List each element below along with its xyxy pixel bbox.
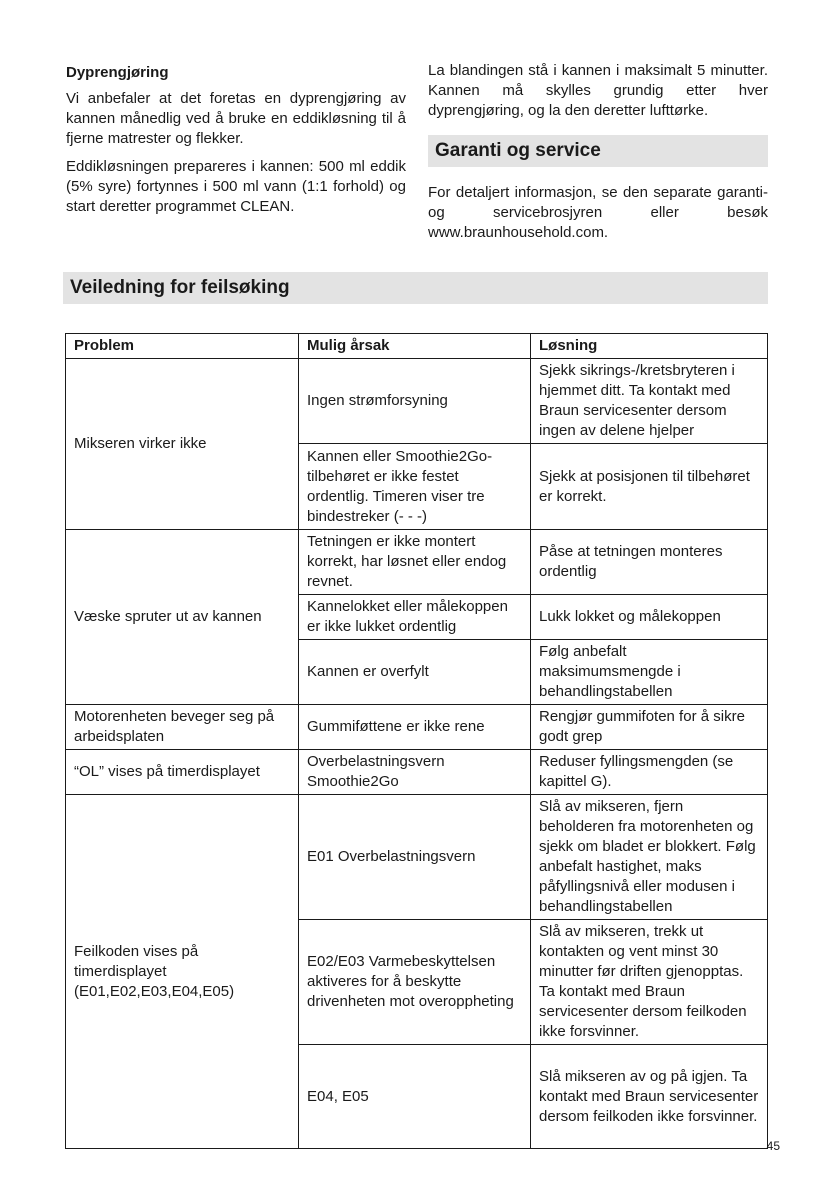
- warranty-section-title: Garanti og service: [428, 135, 768, 167]
- header-cause: Mulig årsak: [299, 334, 531, 359]
- cause-cell: E04, E05: [299, 1045, 531, 1149]
- table-row: [66, 795, 768, 920]
- cause-cell: Gummiføttene er ikke rene: [299, 705, 531, 750]
- table-row: [66, 705, 768, 750]
- header-problem: Problem: [66, 334, 299, 359]
- deep-cleaning-paragraph-2: Eddikløsningen prepareres i kannen: 500 ml eddik (5% syre) fortynnes i 500 ml vann (1:1 forhold) og start deretter programmet CLEAN.: [66, 158, 406, 215]
- solution-cell: Lukk lokket og målekoppen: [531, 595, 768, 640]
- cause-cell: Kannelokket eller målekoppen er ikke lukket ordentlig: [299, 595, 531, 640]
- solution-cell: Sjekk at posisjonen til tilbehøret er korrekt.: [531, 444, 768, 530]
- table-row: [66, 530, 768, 595]
- problem-cell: Feilkoden vises på timerdisplayet (E01,E02,E03,E04,E05): [66, 795, 299, 1149]
- solution-cell: Påse at tetningen monteres ordentlig: [531, 530, 768, 595]
- troubleshooting-table: [65, 333, 768, 1149]
- header-solution: Løsning: [531, 334, 768, 359]
- solution-cell: Slå mikseren av og på igjen. Ta kontakt med Braun servicesenter dersom feilkoden ikke forsvinner.: [531, 1045, 768, 1149]
- solution-cell: Rengjør gummifoten for å sikre godt grep: [531, 705, 768, 750]
- deep-cleaning-paragraph-1: Vi anbefaler at det foretas en dyprengjøring av kannen månedlig ved å bruke en eddikløsning til å fjerne matrester og flekker.: [66, 90, 406, 147]
- problem-cell: Væske spruter ut av kannen: [66, 530, 299, 705]
- cause-cell: Tetningen er ikke montert korrekt, har løsnet eller endog revnet.: [299, 530, 531, 595]
- page-number: 45: [766, 1139, 780, 1153]
- cause-cell: Overbelastningsvern Smoothie2Go: [299, 750, 531, 795]
- cause-cell: Kannen er overfylt: [299, 640, 531, 705]
- cause-cell: Ingen strømforsyning: [299, 359, 531, 444]
- deep-cleaning-heading: Dyprengjøring: [66, 64, 169, 81]
- table-row: [66, 359, 768, 444]
- deep-cleaning-paragraph-3: La blandingen stå i kannen i maksimalt 5 minutter. Kannen må skylles grundig etter hver dyprengjøring, og la den deretter lufttørke.: [428, 62, 768, 119]
- warranty-paragraph: For detaljert informasjon, se den separate garanti- og servicebrosjyren eller besøk www.braunhousehold.com.: [428, 184, 768, 241]
- solution-cell: Reduser fyllingsmengden (se kapittel G).: [531, 750, 768, 795]
- cause-cell: Kannen eller Smoothie2Go-tilbehøret er ikke festet ordentlig. Timeren viser tre bindestreker (- - -): [299, 444, 531, 530]
- troubleshooting-section-title: Veiledning for feilsøking: [63, 272, 768, 304]
- solution-cell: Følg anbefalt maksimumsmengde i behandlingstabellen: [531, 640, 768, 705]
- solution-cell: Slå av mikseren, trekk ut kontakten og vent minst 30 minutter før driften gjenopptas. Ta kontakt med Braun servicesenter dersom feilkoden ikke forsvinner.: [531, 920, 768, 1045]
- solution-cell: Sjekk sikrings-/kretsbryteren i hjemmet ditt. Ta kontakt med Braun servicesenter dersom ingen av delene hjelper: [531, 359, 768, 444]
- solution-cell: Slå av mikseren, fjern beholderen fra motorenheten og sjekk om bladet er blokkert. Følg anbefalt hastighet, maks påfyllingsnivå eller modusen i behandlingstabellen: [531, 795, 768, 920]
- right-column: [428, 61, 768, 251]
- problem-cell: “OL” vises på timerdisplayet: [66, 750, 299, 795]
- cause-cell: E01 Overbelastningsvern: [299, 795, 531, 920]
- table-row: [66, 750, 768, 795]
- problem-cell: Mikseren virker ikke: [66, 359, 299, 530]
- problem-cell: Motorenheten beveger seg på arbeidsplaten: [66, 705, 299, 750]
- cause-cell: E02/E03 Varmebeskyttelsen aktiveres for å beskytte drivenheten mot overoppheting: [299, 920, 531, 1045]
- table-header-row: [66, 334, 768, 359]
- left-column: [66, 63, 406, 225]
